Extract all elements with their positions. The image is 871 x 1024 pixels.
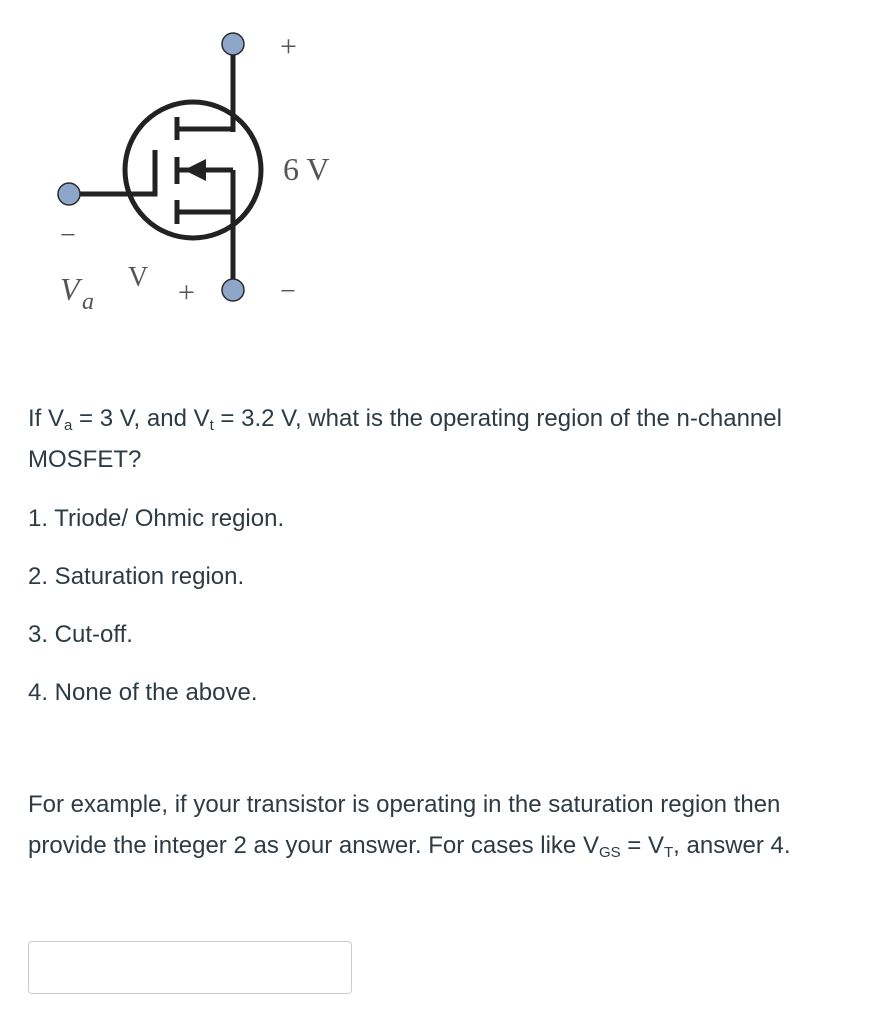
gate-minus-sign: − bbox=[60, 220, 76, 251]
drain-terminal bbox=[222, 33, 244, 55]
va-unit-label: V bbox=[128, 262, 149, 293]
gate-wire bbox=[80, 192, 155, 194]
answer-instructions: For example, if your transistor is operating in the saturation region then provide the integer 2 as your answer. For cases like $V_{GS} = V_T$, answer 4. bbox=[28, 791, 791, 861]
option-2: 2. Saturation region. bbox=[28, 563, 245, 590]
source-plus-sign: + bbox=[178, 276, 195, 309]
option-1: 1. Triode/ Ohmic region. bbox=[28, 505, 285, 532]
answer-input[interactable] bbox=[28, 941, 352, 994]
option-3: 3. Cut-off. bbox=[28, 621, 133, 648]
question-text: If $V_a = 3$ V, and $V_t = 3.2$ V, what is the operating region of the n-channel MOSFET? bbox=[28, 405, 782, 473]
drain-plus-sign: + bbox=[280, 30, 297, 63]
body-arrow bbox=[184, 159, 206, 181]
supply-voltage-label: 6 V bbox=[283, 151, 330, 187]
source-minus-sign: − bbox=[280, 276, 296, 307]
source-terminal bbox=[222, 279, 244, 301]
mosfet-circuit-diagram bbox=[40, 22, 370, 332]
option-4: 4. None of the above. bbox=[28, 679, 258, 706]
va-label: V bbox=[60, 271, 80, 307]
va-label-subscript: a bbox=[82, 289, 94, 315]
gate-terminal bbox=[58, 183, 80, 205]
